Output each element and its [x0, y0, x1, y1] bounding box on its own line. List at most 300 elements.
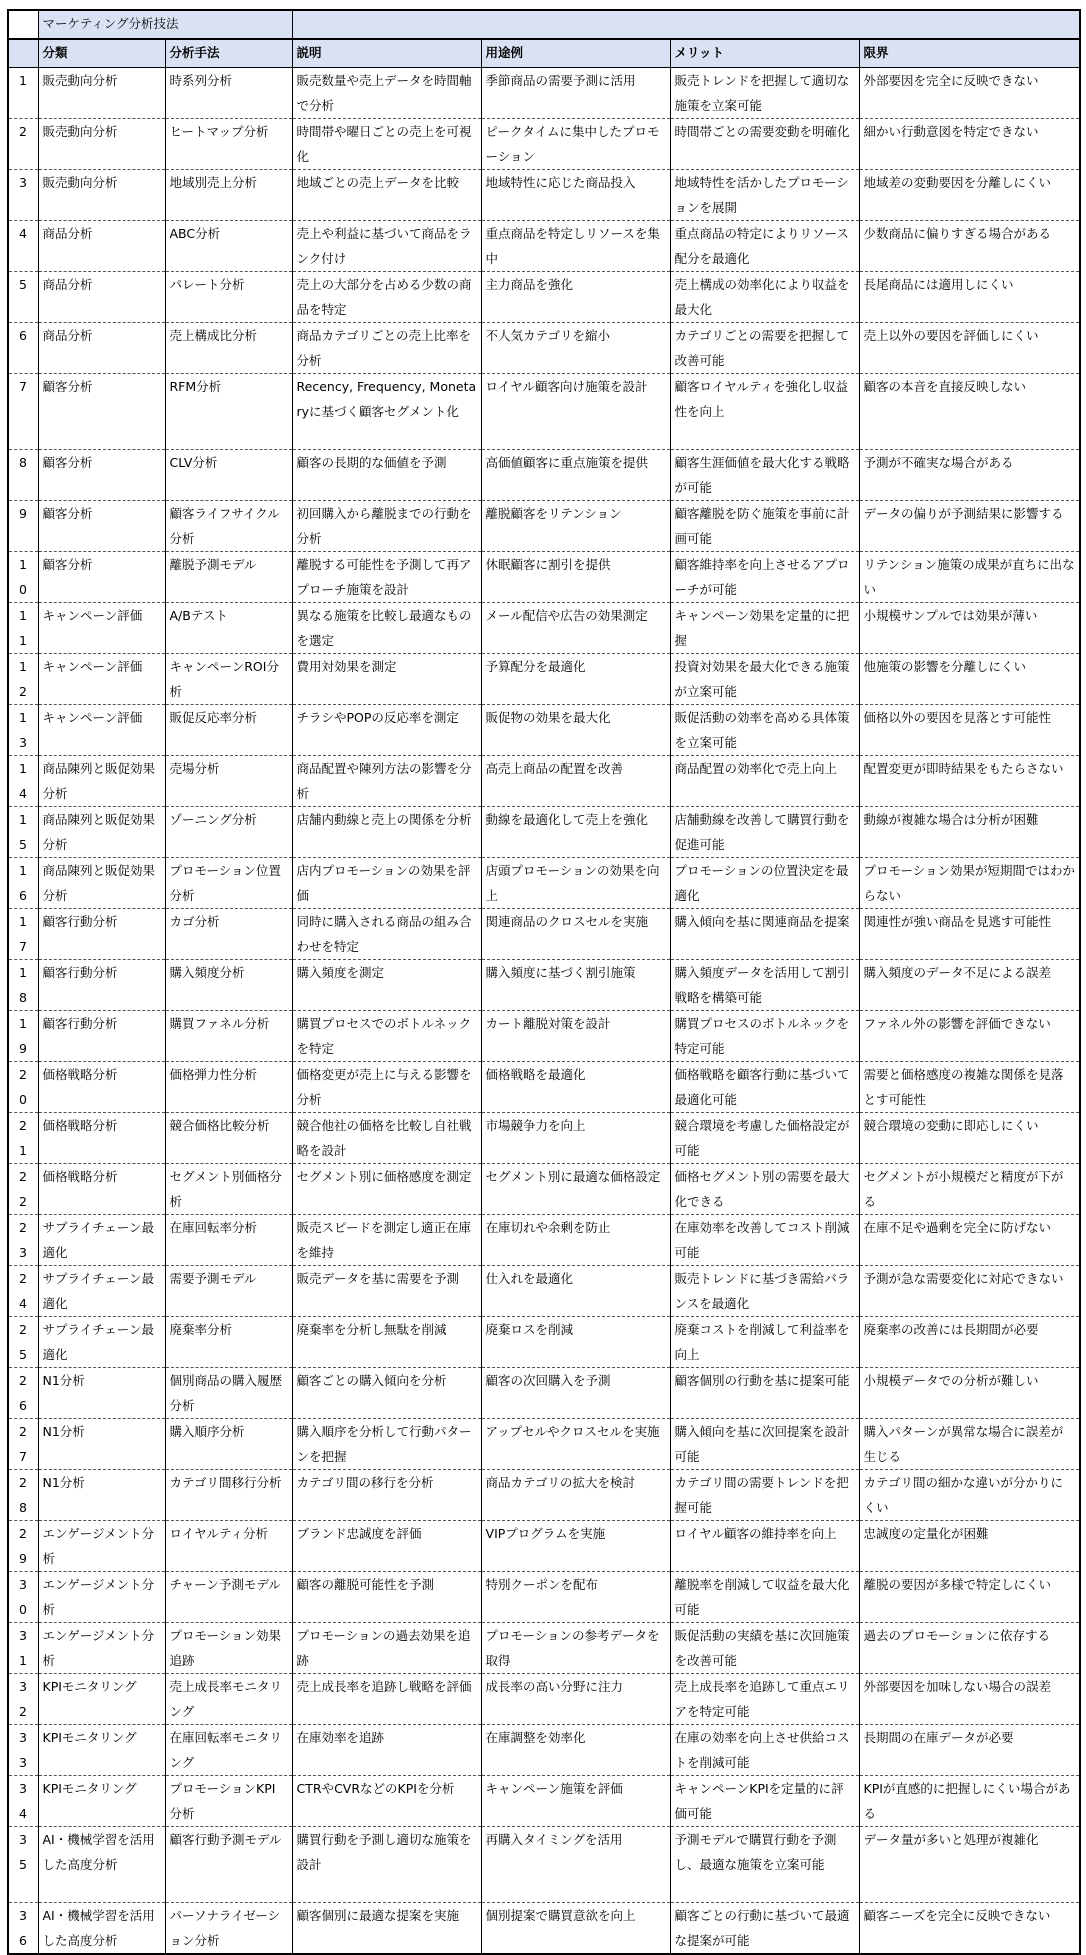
table-row: [8, 1572, 1080, 1623]
description-cell[interactable]: 在庫効率を追跡: [292, 1725, 481, 1776]
merit-cell[interactable]: 投資対効果を最大化できる施策が立案可能: [670, 654, 859, 705]
merit-cell[interactable]: キャンペーン効果を定量的に把握: [670, 603, 859, 654]
method-cell[interactable]: 売場分析: [165, 756, 292, 807]
use-case-cell[interactable]: 高価値顧客に重点施策を提供: [481, 450, 670, 501]
category-cell[interactable]: 販売動向分析: [38, 119, 165, 170]
row-number[interactable]: 21: [8, 1113, 38, 1164]
table-row: [8, 858, 1080, 909]
row-number[interactable]: 9: [8, 501, 38, 552]
use-case-cell[interactable]: 価格戦略を最適化: [481, 1062, 670, 1113]
category-cell[interactable]: N1分析: [38, 1470, 165, 1521]
merit-cell[interactable]: 離脱率を削減して収益を最大化可能: [670, 1572, 859, 1623]
limit-cell[interactable]: 外部要因を加味しない場合の誤差: [859, 1674, 1080, 1725]
method-cell[interactable]: 購入順序分析: [165, 1419, 292, 1470]
category-cell[interactable]: KPIモニタリング: [38, 1674, 165, 1725]
table-row: [8, 1903, 1080, 1955]
description-cell[interactable]: 競合他社の価格を比較し自社戦略を設計: [292, 1113, 481, 1164]
limit-cell[interactable]: セグメントが小規模だと精度が下がる: [859, 1164, 1080, 1215]
limit-cell[interactable]: 在庫不足や過剰を完全に防げない: [859, 1215, 1080, 1266]
table-row: [8, 909, 1080, 960]
category-cell[interactable]: 顧客分析: [38, 501, 165, 552]
description-cell[interactable]: 地域ごとの売上データを比較: [292, 170, 481, 221]
table-row: [8, 272, 1080, 323]
header-use-case[interactable]: 用途例: [481, 39, 670, 68]
header-row: [8, 39, 1080, 68]
row-number[interactable]: 30: [8, 1572, 38, 1623]
use-case-cell[interactable]: 主力商品を強化: [481, 272, 670, 323]
table-row: [8, 501, 1080, 552]
merit-cell[interactable]: 購入傾向を基に次回提案を設計可能: [670, 1419, 859, 1470]
table-row: [8, 374, 1080, 450]
use-case-cell[interactable]: カート離脱対策を設計: [481, 1011, 670, 1062]
merit-cell[interactable]: 購入頻度データを活用して割引戦略を構築可能: [670, 960, 859, 1011]
spreadsheet: [7, 9, 1079, 1955]
use-case-cell[interactable]: VIPプログラムを実施: [481, 1521, 670, 1572]
description-cell[interactable]: 商品配置や陳列方法の影響を分析: [292, 756, 481, 807]
use-case-cell[interactable]: 関連商品のクロスセルを実施: [481, 909, 670, 960]
title-fill-cell[interactable]: [292, 10, 1080, 39]
use-case-cell[interactable]: 商品カテゴリの拡大を検討: [481, 1470, 670, 1521]
table-row: [8, 170, 1080, 221]
category-cell[interactable]: 商品分析: [38, 323, 165, 374]
category-cell[interactable]: AI・機械学習を活用した高度分析: [38, 1827, 165, 1903]
limit-cell[interactable]: 長期間の在庫データが必要: [859, 1725, 1080, 1776]
row-number[interactable]: 13: [8, 705, 38, 756]
use-case-cell[interactable]: 在庫切れや余剰を防止: [481, 1215, 670, 1266]
method-cell[interactable]: ゾーニング分析: [165, 807, 292, 858]
limit-cell[interactable]: 購入パターンが異常な場合に誤差が生じる: [859, 1419, 1080, 1470]
use-case-cell[interactable]: 不人気カテゴリを縮小: [481, 323, 670, 374]
merit-cell[interactable]: 顧客生涯価値を最大化する戦略が可能: [670, 450, 859, 501]
merit-cell[interactable]: 在庫の効率を向上させ供給コストを削減可能: [670, 1725, 859, 1776]
merit-cell[interactable]: 購買プロセスのボトルネックを特定可能: [670, 1011, 859, 1062]
limit-cell[interactable]: 離脱の要因が多様で特定しにくい: [859, 1572, 1080, 1623]
merit-cell[interactable]: キャンペーンKPIを定量的に評価可能: [670, 1776, 859, 1827]
description-cell[interactable]: 離脱する可能性を予測して再アプローチ施策を設計: [292, 552, 481, 603]
limit-cell[interactable]: 動線が複雑な場合は分析が困難: [859, 807, 1080, 858]
method-cell[interactable]: チャーン予測モデル: [165, 1572, 292, 1623]
method-cell[interactable]: 販促反応率分析: [165, 705, 292, 756]
table-row: [8, 552, 1080, 603]
category-cell[interactable]: 価格戦略分析: [38, 1113, 165, 1164]
category-cell[interactable]: 商品分析: [38, 221, 165, 272]
description-cell[interactable]: 店舗内動線と売上の関係を分析: [292, 807, 481, 858]
table-row: [8, 450, 1080, 501]
method-cell[interactable]: 離脱予測モデル: [165, 552, 292, 603]
merit-cell[interactable]: ロイヤル顧客の維持率を向上: [670, 1521, 859, 1572]
use-case-cell[interactable]: 予算配分を最適化: [481, 654, 670, 705]
description-cell[interactable]: 売上や利益に基づいて商品をランク付け: [292, 221, 481, 272]
description-cell[interactable]: 店内プロモーションの効果を評価: [292, 858, 481, 909]
method-cell[interactable]: セグメント別価格分析: [165, 1164, 292, 1215]
title-blank-cell[interactable]: [8, 10, 38, 39]
use-case-cell[interactable]: メール配信や広告の効果測定: [481, 603, 670, 654]
limit-cell[interactable]: 忠誠度の定量化が困難: [859, 1521, 1080, 1572]
sheet-title[interactable]: マーケティング分析技法: [38, 10, 292, 39]
method-cell[interactable]: 購入頻度分析: [165, 960, 292, 1011]
description-cell[interactable]: 初回購入から離脱までの行動を分析: [292, 501, 481, 552]
limit-cell[interactable]: 他施策の影響を分離しにくい: [859, 654, 1080, 705]
merit-cell[interactable]: カテゴリごとの需要を把握して改善可能: [670, 323, 859, 374]
merit-cell[interactable]: 販促活動の効率を高める具体策を立案可能: [670, 705, 859, 756]
use-case-cell[interactable]: ピークタイムに集中したプロモーション: [481, 119, 670, 170]
description-cell[interactable]: 顧客個別に最適な提案を実施: [292, 1903, 481, 1955]
merit-cell[interactable]: 商品配置の効率化で売上向上: [670, 756, 859, 807]
category-cell[interactable]: 顧客分析: [38, 552, 165, 603]
limit-cell[interactable]: データの偏りが予測結果に影響する: [859, 501, 1080, 552]
merit-cell[interactable]: 購入傾向を基に関連商品を提案: [670, 909, 859, 960]
table-row: [8, 1776, 1080, 1827]
table-row: [8, 221, 1080, 272]
description-cell[interactable]: カテゴリ間の移行を分析: [292, 1470, 481, 1521]
category-cell[interactable]: 商品陳列と販促効果分析: [38, 756, 165, 807]
analysis-table: [7, 9, 1081, 1955]
table-row: [8, 1827, 1080, 1903]
merit-cell[interactable]: 予測モデルで購買行動を予測し、最適な施策を立案可能: [670, 1827, 859, 1903]
row-number[interactable]: 29: [8, 1521, 38, 1572]
category-cell[interactable]: キャンペーン評価: [38, 603, 165, 654]
row-number[interactable]: 7: [8, 374, 38, 450]
use-case-cell[interactable]: キャンペーン施策を評価: [481, 1776, 670, 1827]
merit-cell[interactable]: 競合環境を考慮した価格設定が可能: [670, 1113, 859, 1164]
description-cell[interactable]: 顧客の離脱可能性を予測: [292, 1572, 481, 1623]
category-cell[interactable]: エンゲージメント分析: [38, 1572, 165, 1623]
limit-cell[interactable]: 配置変更が即時結果をもたらさない: [859, 756, 1080, 807]
merit-cell[interactable]: 店舗動線を改善して購買行動を促進可能: [670, 807, 859, 858]
method-cell[interactable]: CLV分析: [165, 450, 292, 501]
method-cell[interactable]: 売上構成比分析: [165, 323, 292, 374]
row-number[interactable]: 17: [8, 909, 38, 960]
row-number[interactable]: 11: [8, 603, 38, 654]
table-row: [8, 1317, 1080, 1368]
merit-cell[interactable]: 顧客個別の行動を基に提案可能: [670, 1368, 859, 1419]
description-cell[interactable]: CTRやCVRなどのKPIを分析: [292, 1776, 481, 1827]
use-case-cell[interactable]: 地域特性に応じた商品投入: [481, 170, 670, 221]
row-number[interactable]: 2: [8, 119, 38, 170]
category-cell[interactable]: 顧客行動分析: [38, 960, 165, 1011]
method-cell[interactable]: ABC分析: [165, 221, 292, 272]
description-cell[interactable]: 同時に購入される商品の組み合わせを特定: [292, 909, 481, 960]
limit-cell[interactable]: KPIが直感的に把握しにくい場合がある: [859, 1776, 1080, 1827]
row-number[interactable]: 12: [8, 654, 38, 705]
merit-cell[interactable]: 顧客離脱を防ぐ施策を事前に計画可能: [670, 501, 859, 552]
limit-cell[interactable]: 価格以外の要因を見落とす可能性: [859, 705, 1080, 756]
description-cell[interactable]: 価格変更が売上に与える影響を分析: [292, 1062, 481, 1113]
row-number[interactable]: 10: [8, 552, 38, 603]
category-cell[interactable]: 販売動向分析: [38, 68, 165, 119]
limit-cell[interactable]: 少数商品に偏りすぎる場合がある: [859, 221, 1080, 272]
method-cell[interactable]: A/Bテスト: [165, 603, 292, 654]
table-row: [8, 756, 1080, 807]
merit-cell[interactable]: 販売トレンドに基づき需給バランスを最適化: [670, 1266, 859, 1317]
description-cell[interactable]: チラシやPOPの反応率を測定: [292, 705, 481, 756]
merit-cell[interactable]: プロモーションの位置決定を最適化: [670, 858, 859, 909]
header-num[interactable]: [8, 39, 38, 68]
table-row: [8, 323, 1080, 374]
row-number[interactable]: 33: [8, 1725, 38, 1776]
merit-cell[interactable]: 顧客ロイヤルティを強化し収益性を向上: [670, 374, 859, 450]
table-row: [8, 807, 1080, 858]
use-case-cell[interactable]: 季節商品の需要予測に活用: [481, 68, 670, 119]
limit-cell[interactable]: リテンション施策の成果が直ちに出ない: [859, 552, 1080, 603]
row-number[interactable]: 4: [8, 221, 38, 272]
limit-cell[interactable]: 予測が不確実な場合がある: [859, 450, 1080, 501]
title-row: [8, 10, 1080, 39]
row-number[interactable]: 3: [8, 170, 38, 221]
table-row: [8, 1266, 1080, 1317]
description-cell[interactable]: 購入頻度を測定: [292, 960, 481, 1011]
description-cell[interactable]: 販売数量や売上データを時間軸で分析: [292, 68, 481, 119]
description-cell[interactable]: 販売データを基に需要を予測: [292, 1266, 481, 1317]
limit-cell[interactable]: 細かい行動意図を特定できない: [859, 119, 1080, 170]
method-cell[interactable]: 競合価格比較分析: [165, 1113, 292, 1164]
category-cell[interactable]: 価格戦略分析: [38, 1062, 165, 1113]
row-number[interactable]: 5: [8, 272, 38, 323]
method-cell[interactable]: 在庫回転率モニタリング: [165, 1725, 292, 1776]
use-case-cell[interactable]: 成長率の高い分野に注力: [481, 1674, 670, 1725]
limit-cell[interactable]: プロモーション効果が短期間ではわからない: [859, 858, 1080, 909]
merit-cell[interactable]: 売上成長率を追跡して重点エリアを特定可能: [670, 1674, 859, 1725]
use-case-cell[interactable]: 店頭プロモーションの効果を向上: [481, 858, 670, 909]
row-number[interactable]: 1: [8, 68, 38, 119]
table-row: [8, 1164, 1080, 1215]
use-case-cell[interactable]: セグメント別に最適な価格設定: [481, 1164, 670, 1215]
row-number[interactable]: 8: [8, 450, 38, 501]
header-method[interactable]: 分析手法: [165, 39, 292, 68]
use-case-cell[interactable]: 個別提案で購買意欲を向上: [481, 1903, 670, 1955]
row-number[interactable]: 34: [8, 1776, 38, 1827]
category-cell[interactable]: キャンペーン評価: [38, 705, 165, 756]
row-number[interactable]: 20: [8, 1062, 38, 1113]
row-number[interactable]: 27: [8, 1419, 38, 1470]
category-cell[interactable]: 商品分析: [38, 272, 165, 323]
method-cell[interactable]: パレート分析: [165, 272, 292, 323]
merit-cell[interactable]: カテゴリ間の需要トレンドを把握可能: [670, 1470, 859, 1521]
category-cell[interactable]: 顧客行動分析: [38, 909, 165, 960]
category-cell[interactable]: エンゲージメント分析: [38, 1521, 165, 1572]
category-cell[interactable]: 顧客分析: [38, 374, 165, 450]
table-row: [8, 1368, 1080, 1419]
description-cell[interactable]: セグメント別に価格感度を測定: [292, 1164, 481, 1215]
table-row: [8, 1623, 1080, 1674]
limit-cell[interactable]: 地域差の変動要因を分離しにくい: [859, 170, 1080, 221]
table-row: [8, 1113, 1080, 1164]
description-cell[interactable]: 費用対効果を測定: [292, 654, 481, 705]
table-row: [8, 1470, 1080, 1521]
use-case-cell[interactable]: 再購入タイミングを活用: [481, 1827, 670, 1903]
row-number[interactable]: 28: [8, 1470, 38, 1521]
description-cell[interactable]: 顧客ごとの購入傾向を分析: [292, 1368, 481, 1419]
category-cell[interactable]: 顧客行動分析: [38, 1011, 165, 1062]
description-cell[interactable]: 廃棄率を分析し無駄を削減: [292, 1317, 481, 1368]
limit-cell[interactable]: 小規模サンプルでは効果が薄い: [859, 603, 1080, 654]
method-cell[interactable]: 売上成長率モニタリング: [165, 1674, 292, 1725]
description-cell[interactable]: 購買行動を予測し適切な施策を設計: [292, 1827, 481, 1903]
use-case-cell[interactable]: 離脱顧客をリテンション: [481, 501, 670, 552]
row-number[interactable]: 18: [8, 960, 38, 1011]
table-row: [8, 119, 1080, 170]
method-cell[interactable]: プロモーション位置分析: [165, 858, 292, 909]
description-cell[interactable]: 時間帯や曜日ごとの売上を可視化: [292, 119, 481, 170]
use-case-cell[interactable]: 特別クーポンを配布: [481, 1572, 670, 1623]
row-number[interactable]: 15: [8, 807, 38, 858]
row-number[interactable]: 22: [8, 1164, 38, 1215]
category-cell[interactable]: キャンペーン評価: [38, 654, 165, 705]
limit-cell[interactable]: カテゴリ間の細かな違いが分かりにくい: [859, 1470, 1080, 1521]
table-row: [8, 603, 1080, 654]
merit-cell[interactable]: 顧客ごとの行動に基づいて最適な提案が可能: [670, 1903, 859, 1955]
merit-cell[interactable]: 価格セグメント別の需要を最大化できる: [670, 1164, 859, 1215]
merit-cell[interactable]: 在庫効率を改善してコスト削減可能: [670, 1215, 859, 1266]
description-cell[interactable]: 顧客の長期的な価値を予測: [292, 450, 481, 501]
header-description[interactable]: 説明: [292, 39, 481, 68]
row-number[interactable]: 24: [8, 1266, 38, 1317]
method-cell[interactable]: 時系列分析: [165, 68, 292, 119]
category-cell[interactable]: KPIモニタリング: [38, 1725, 165, 1776]
category-cell[interactable]: 価格戦略分析: [38, 1164, 165, 1215]
use-case-cell[interactable]: 高売上商品の配置を改善: [481, 756, 670, 807]
table-body: [8, 68, 1080, 1955]
method-cell[interactable]: プロモーションKPI分析: [165, 1776, 292, 1827]
limit-cell[interactable]: 競合環境の変動に即応しにくい: [859, 1113, 1080, 1164]
row-number[interactable]: 25: [8, 1317, 38, 1368]
category-cell[interactable]: 商品陳列と販促効果分析: [38, 807, 165, 858]
method-cell[interactable]: カテゴリ間移行分析: [165, 1470, 292, 1521]
method-cell[interactable]: 在庫回転率分析: [165, 1215, 292, 1266]
use-case-cell[interactable]: 休眠顧客に割引を提供: [481, 552, 670, 603]
use-case-cell[interactable]: プロモーションの参考データを取得: [481, 1623, 670, 1674]
row-number[interactable]: 16: [8, 858, 38, 909]
limit-cell[interactable]: 予測が急な需要変化に対応できない: [859, 1266, 1080, 1317]
merit-cell[interactable]: 売上構成の効率化により収益を最大化: [670, 272, 859, 323]
limit-cell[interactable]: 売上以外の要因を評価しにくい: [859, 323, 1080, 374]
merit-cell[interactable]: 販売トレンドを把握して適切な施策を立案可能: [670, 68, 859, 119]
limit-cell[interactable]: ファネル外の影響を評価できない: [859, 1011, 1080, 1062]
table-row: [8, 1062, 1080, 1113]
description-cell[interactable]: ブランド忠誠度を評価: [292, 1521, 481, 1572]
row-number[interactable]: 23: [8, 1215, 38, 1266]
use-case-cell[interactable]: 仕入れを最適化: [481, 1266, 670, 1317]
method-cell[interactable]: 廃棄率分析: [165, 1317, 292, 1368]
limit-cell[interactable]: 購入頻度のデータ不足による誤差: [859, 960, 1080, 1011]
category-cell[interactable]: エンゲージメント分析: [38, 1623, 165, 1674]
table-row: [8, 1215, 1080, 1266]
category-cell[interactable]: KPIモニタリング: [38, 1776, 165, 1827]
row-number[interactable]: 26: [8, 1368, 38, 1419]
method-cell[interactable]: 顧客行動予測モデル: [165, 1827, 292, 1903]
category-cell[interactable]: AI・機械学習を活用した高度分析: [38, 1903, 165, 1955]
header-merit[interactable]: メリット: [670, 39, 859, 68]
method-cell[interactable]: 需要予測モデル: [165, 1266, 292, 1317]
method-cell[interactable]: ヒートマップ分析: [165, 119, 292, 170]
method-cell[interactable]: 顧客ライフサイクル分析: [165, 501, 292, 552]
merit-cell[interactable]: 顧客維持率を向上させるアプローチが可能: [670, 552, 859, 603]
category-cell[interactable]: 商品陳列と販促効果分析: [38, 858, 165, 909]
table-row: [8, 1419, 1080, 1470]
row-number[interactable]: 32: [8, 1674, 38, 1725]
table-row: [8, 68, 1080, 119]
merit-cell[interactable]: 販促活動の実績を基に次回施策を改善可能: [670, 1623, 859, 1674]
limit-cell[interactable]: 需要と価格感度の複雑な関係を見落とす可能性: [859, 1062, 1080, 1113]
table-row: [8, 654, 1080, 705]
merit-cell[interactable]: 地域特性を活かしたプロモーションを展開: [670, 170, 859, 221]
limit-cell[interactable]: 外部要因を完全に反映できない: [859, 68, 1080, 119]
method-cell[interactable]: 価格弾力性分析: [165, 1062, 292, 1113]
merit-cell[interactable]: 時間帯ごとの需要変動を明確化: [670, 119, 859, 170]
method-cell[interactable]: プロモーション効果追跡: [165, 1623, 292, 1674]
row-number[interactable]: 6: [8, 323, 38, 374]
method-cell[interactable]: 個別商品の購入履歴分析: [165, 1368, 292, 1419]
method-cell[interactable]: カゴ分析: [165, 909, 292, 960]
description-cell[interactable]: 購買プロセスでのボトルネックを特定: [292, 1011, 481, 1062]
category-cell[interactable]: N1分析: [38, 1368, 165, 1419]
method-cell[interactable]: パーソナライゼーション分析: [165, 1903, 292, 1955]
use-case-cell[interactable]: アップセルやクロスセルを実施: [481, 1419, 670, 1470]
use-case-cell[interactable]: ロイヤル顧客向け施策を設計: [481, 374, 670, 450]
limit-cell[interactable]: 顧客の本音を直接反映しない: [859, 374, 1080, 450]
use-case-cell[interactable]: 在庫調整を効率化: [481, 1725, 670, 1776]
limit-cell[interactable]: 過去のプロモーションに依存する: [859, 1623, 1080, 1674]
use-case-cell[interactable]: 購入頻度に基づく割引施策: [481, 960, 670, 1011]
category-cell[interactable]: サプライチェーン最適化: [38, 1317, 165, 1368]
use-case-cell[interactable]: 顧客の次回購入を予測: [481, 1368, 670, 1419]
table-row: [8, 960, 1080, 1011]
merit-cell[interactable]: 重点商品の特定によりリソース配分を最適化: [670, 221, 859, 272]
use-case-cell[interactable]: 廃棄ロスを削減: [481, 1317, 670, 1368]
use-case-cell[interactable]: 市場競争力を向上: [481, 1113, 670, 1164]
header-category[interactable]: 分類: [38, 39, 165, 68]
limit-cell[interactable]: 小規模データでの分析が難しい: [859, 1368, 1080, 1419]
method-cell[interactable]: キャンペーンROI分析: [165, 654, 292, 705]
use-case-cell[interactable]: 動線を最適化して売上を強化: [481, 807, 670, 858]
header-limit[interactable]: 限界: [859, 39, 1080, 68]
method-cell[interactable]: ロイヤルティ分析: [165, 1521, 292, 1572]
description-cell[interactable]: 売上成長率を追跡し戦略を評価: [292, 1674, 481, 1725]
merit-cell[interactable]: 廃棄コストを削減して利益率を向上: [670, 1317, 859, 1368]
row-number[interactable]: 36: [8, 1903, 38, 1955]
limit-cell[interactable]: データ量が多いと処理が複雑化: [859, 1827, 1080, 1903]
row-number[interactable]: 19: [8, 1011, 38, 1062]
limit-cell[interactable]: 顧客ニーズを完全に反映できない: [859, 1903, 1080, 1955]
row-number[interactable]: 31: [8, 1623, 38, 1674]
method-cell[interactable]: 購買ファネル分析: [165, 1011, 292, 1062]
description-cell[interactable]: 購入順序を分析して行動パターンを把握: [292, 1419, 481, 1470]
description-cell[interactable]: 売上の大部分を占める少数の商品を特定: [292, 272, 481, 323]
category-cell[interactable]: サプライチェーン最適化: [38, 1266, 165, 1317]
description-cell[interactable]: 商品カテゴリごとの売上比率を分析: [292, 323, 481, 374]
category-cell[interactable]: サプライチェーン最適化: [38, 1215, 165, 1266]
row-number[interactable]: 14: [8, 756, 38, 807]
description-cell[interactable]: プロモーションの過去効果を追跡: [292, 1623, 481, 1674]
description-cell[interactable]: 異なる施策を比較し最適なものを選定: [292, 603, 481, 654]
use-case-cell[interactable]: 販促物の効果を最大化: [481, 705, 670, 756]
table-row: [8, 1725, 1080, 1776]
description-cell[interactable]: 販売スピードを測定し適正在庫を維持: [292, 1215, 481, 1266]
method-cell[interactable]: 地域別売上分析: [165, 170, 292, 221]
row-number[interactable]: 35: [8, 1827, 38, 1903]
category-cell[interactable]: 販売動向分析: [38, 170, 165, 221]
method-cell[interactable]: RFM分析: [165, 374, 292, 450]
use-case-cell[interactable]: 重点商品を特定しリソースを集中: [481, 221, 670, 272]
limit-cell[interactable]: 廃棄率の改善には長期間が必要: [859, 1317, 1080, 1368]
category-cell[interactable]: N1分析: [38, 1419, 165, 1470]
limit-cell[interactable]: 関連性が強い商品を見逃す可能性: [859, 909, 1080, 960]
table-row: [8, 1011, 1080, 1062]
merit-cell[interactable]: 価格戦略を顧客行動に基づいて最適化可能: [670, 1062, 859, 1113]
limit-cell[interactable]: 長尾商品には適用しにくい: [859, 272, 1080, 323]
description-cell[interactable]: Recency, Frequency, Monetaryに基づく顧客セグメント化: [292, 374, 481, 450]
category-cell[interactable]: 顧客分析: [38, 450, 165, 501]
